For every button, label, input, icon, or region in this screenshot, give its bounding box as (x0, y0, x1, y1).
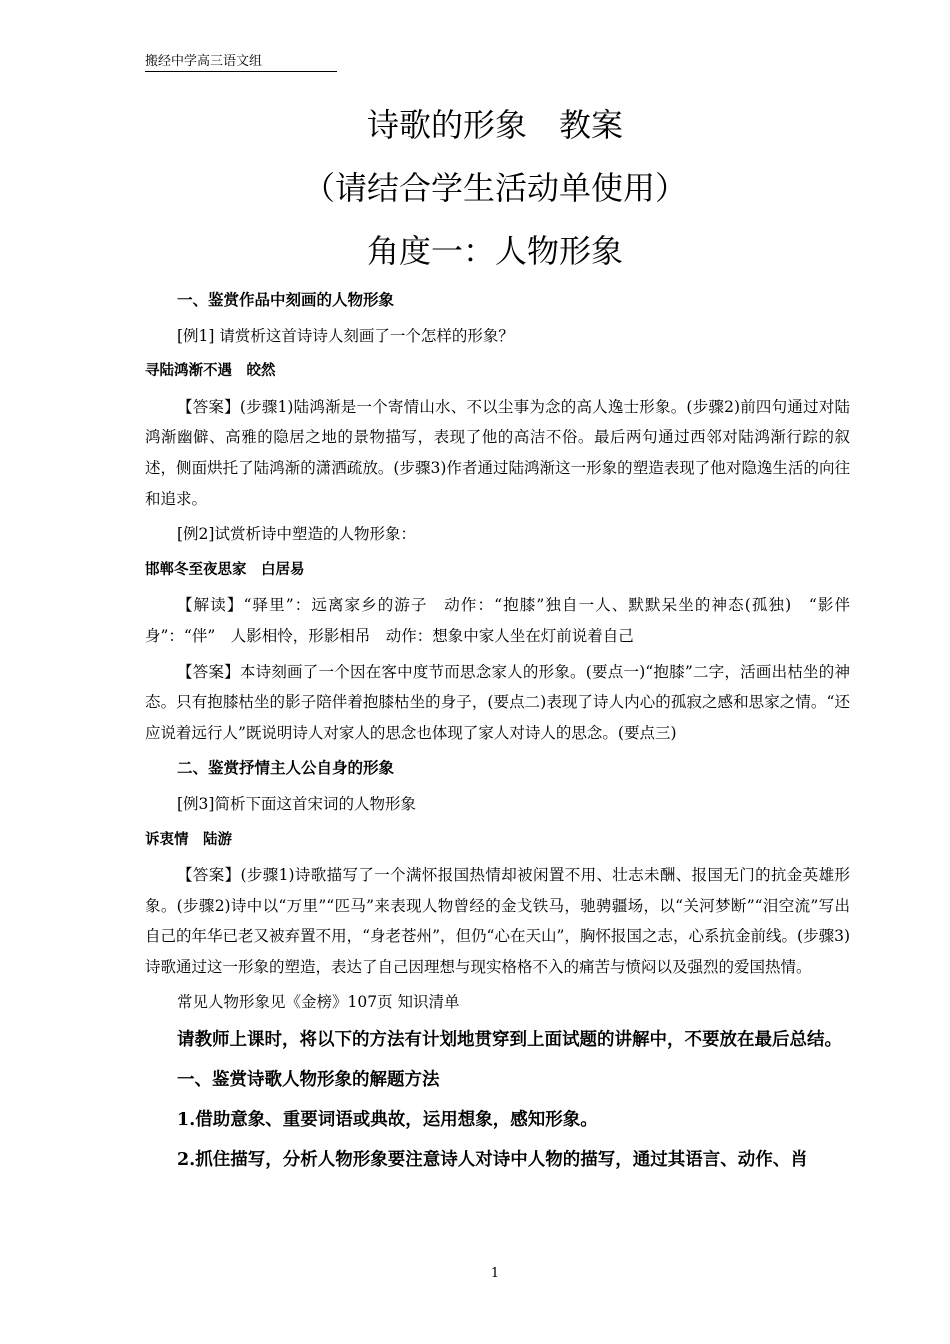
example1-poem-title: 寻陆鸿渐不遇 皎然 (145, 362, 276, 380)
example3-question: [例3]简析下面这首宋词的人物形象 (177, 794, 416, 813)
document-body (145, 285, 850, 1183)
angle-title: 角度一：人物形象 (366, 232, 623, 270)
section2-heading: 二、鉴赏抒情主人公自身的形象 (177, 758, 395, 778)
teacher-note: 请教师上课时，将以下的方法有计划地贯穿到上面试题的讲解中，不要放在最后总结。 (177, 1030, 842, 1051)
example3-answer: 【答案】(步骤1)诗歌描写了一个满怀报国热情却被闲置不用、壮志未酬、报国无门的抗金英雄形象。(步骤2)诗中以“万里”“匹马”来表现人物曾经的金戈铁马，驰骋疆场，以“关河梦断”“泪空流”写出自己的年华已老又被弃置不用，“身老苍州”，但仍“心在天山”，胸怀报国之志，心系抗金前线。(步骤3)诗歌通过这一形象的塑造，表达了自己因理想与现实格格不入的痛苦与愤闷以及强烈的爱国热情。 (145, 866, 850, 976)
page-header: 搬经中学高三语文组 (145, 50, 337, 72)
example2-reading: 【解读】“驿里”：远离家乡的游子 动作：“抱膝”独自一人、默默呆坐的神态(孤独) “影伴身”：“伴” 人影相怜，形影相吊 动作：想象中家人坐在灯前说着自己 (145, 596, 850, 645)
example2-answer: 【答案】本诗刻画了一个因在客中度节而思念家人的形象。(要点一)“抱膝”二字，活画出枯坐的神态。只有抱膝枯坐的影子陪伴着抱膝枯坐的身子，(要点二)表现了诗人内心的孤寂之感和思家之情。“还应说着远行人”既说明诗人对家人的思念也体现了家人对诗人的思念。(要点三) (145, 662, 850, 742)
reference-note: 常见人物形象见《金榜》107页 知识清单 (177, 993, 460, 1012)
example1-answer: 【答案】(步骤1)陆鸿渐是一个寄情山水、不以尘事为念的高人逸士形象。(步骤2)前四句通过对陆鸿渐幽僻、高雅的隐居之地的景物描写，表现了他的高洁不俗。最后两句通过西邻对陆鸿渐行踪的叙述，侧面烘托了陆鸿渐的潇洒疏放。(步骤3)作者通过陆鸿渐这一形象的塑造表现了他对隐逸生活的向往和追求。 (145, 397, 850, 508)
method-1: 1.借助意象、重要词语或典故，运用想象，感知形象。 (177, 1110, 598, 1131)
main-title: 诗歌的形象 教案 (366, 106, 623, 144)
page-number: 1 (490, 1266, 500, 1281)
subtitle: （请结合学生活动单使用） (302, 169, 687, 207)
example2-poem-title: 邯郸冬至夜思家 白居易 (145, 560, 305, 578)
section1-heading: 一、鉴赏作品中刻画的人物形象 (177, 290, 395, 309)
example1-question: [例1] 请赏析这首诗诗人刻画了一个怎样的形象？ (177, 326, 514, 345)
method-2: 2.抓住描写，分析人物形象要注意诗人对诗中人物的描写，通过其语言、动作、肖 (177, 1150, 808, 1171)
example2-question: [例2]试赏析诗中塑造的人物形象： (177, 525, 416, 544)
methods-heading: 一、鉴赏诗歌人物形象的解题方法 (177, 1070, 440, 1091)
example3-poem-title: 诉衷情 陆游 (145, 830, 232, 848)
